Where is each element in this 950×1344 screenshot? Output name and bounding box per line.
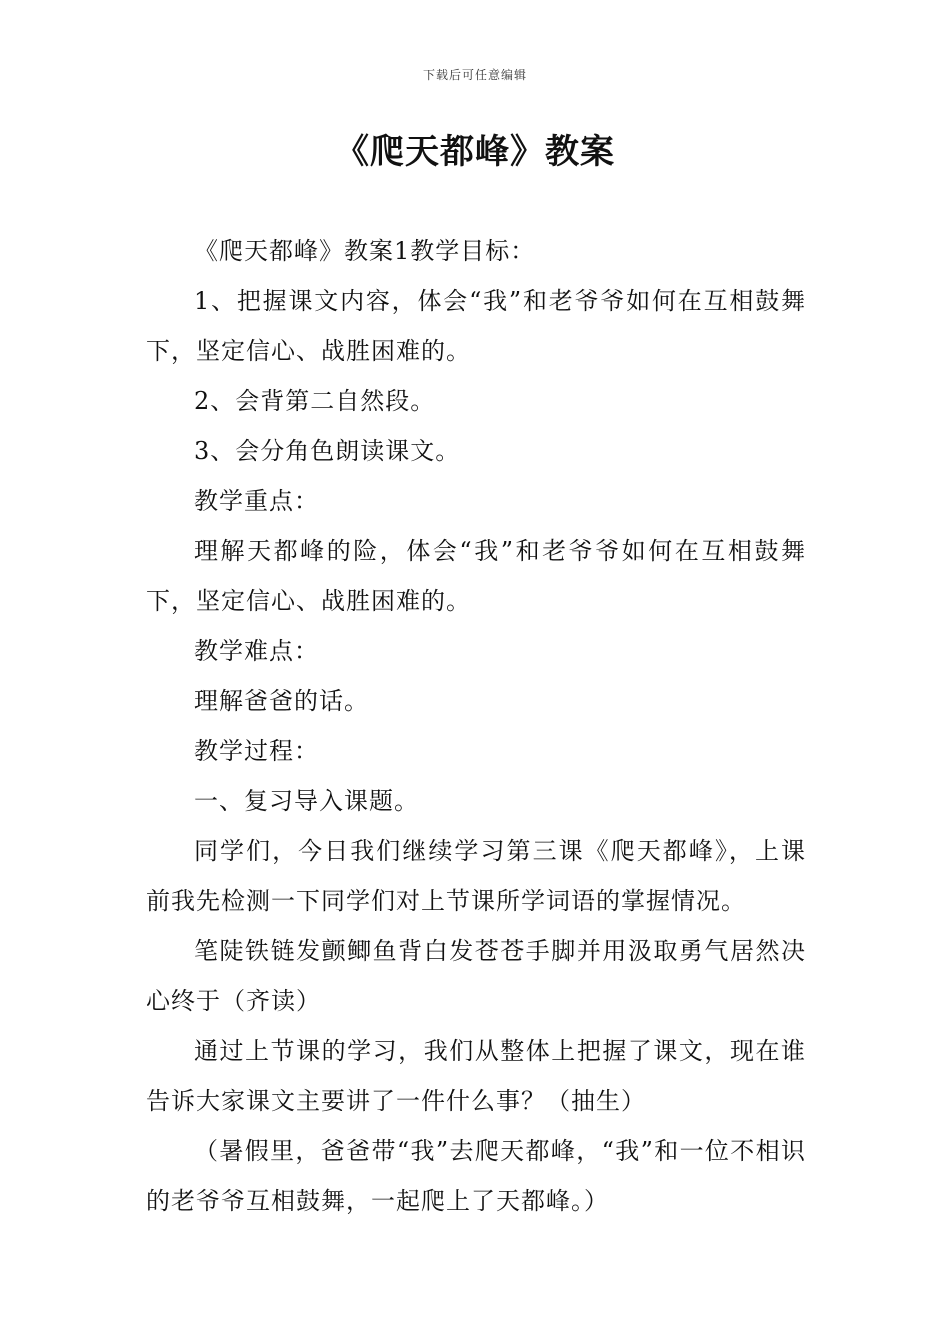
paragraph-question: 通过上节课的学习，我们从整体上把握了课文，现在谁告诉大家课文主要讲了一件什么事？（抽生） [146, 1037, 806, 1115]
paragraph-key-points: 理解天都峰的险，体会“我”和老爷爷如何在互相鼓舞下，坚定信心、战胜困难的。 [146, 537, 806, 615]
paragraph-step-1: 一、复习导入课题。 [194, 787, 419, 815]
paragraph-difficulty: 理解爸爸的话。 [194, 687, 369, 715]
paragraph-intro: 同学们，今日我们继续学习第三课《爬天都峰》，上课前我先检测一下同学们对上节课所学词语的掌握情况。 [146, 837, 806, 915]
paragraph-objective-3: 3、会分角色朗读课文。 [194, 437, 461, 465]
document-body [146, 226, 806, 1226]
paragraph-key-points-heading: 教学重点： [194, 487, 319, 515]
paragraph-difficulty-heading: 教学难点： [194, 637, 319, 665]
document-title: 《爬天都峰》教案 [335, 132, 615, 172]
paragraph-process-heading: 教学过程： [194, 737, 319, 765]
paragraph-answer: （暑假里，爸爸带“我”去爬天都峰，“我”和一位不相识的老爷爷互相鼓舞，一起爬上了天都峰。） [146, 1137, 806, 1215]
paragraph-objective-1: 1、把握课文内容，体会“我”和老爷爷如何在互相鼓舞下，坚定信心、战胜困难的。 [146, 287, 806, 365]
paragraph-objectives-heading: 《爬天都峰》教案1教学目标： [194, 237, 536, 265]
paragraph-vocabulary: 笔陡铁链发颤鲫鱼背白发苍苍手脚并用汲取勇气居然决心终于（齐读） [146, 937, 806, 1015]
header-note: 下载后可任意编辑 [422, 68, 527, 82]
paragraph-objective-2: 2、会背第二自然段。 [194, 387, 436, 415]
